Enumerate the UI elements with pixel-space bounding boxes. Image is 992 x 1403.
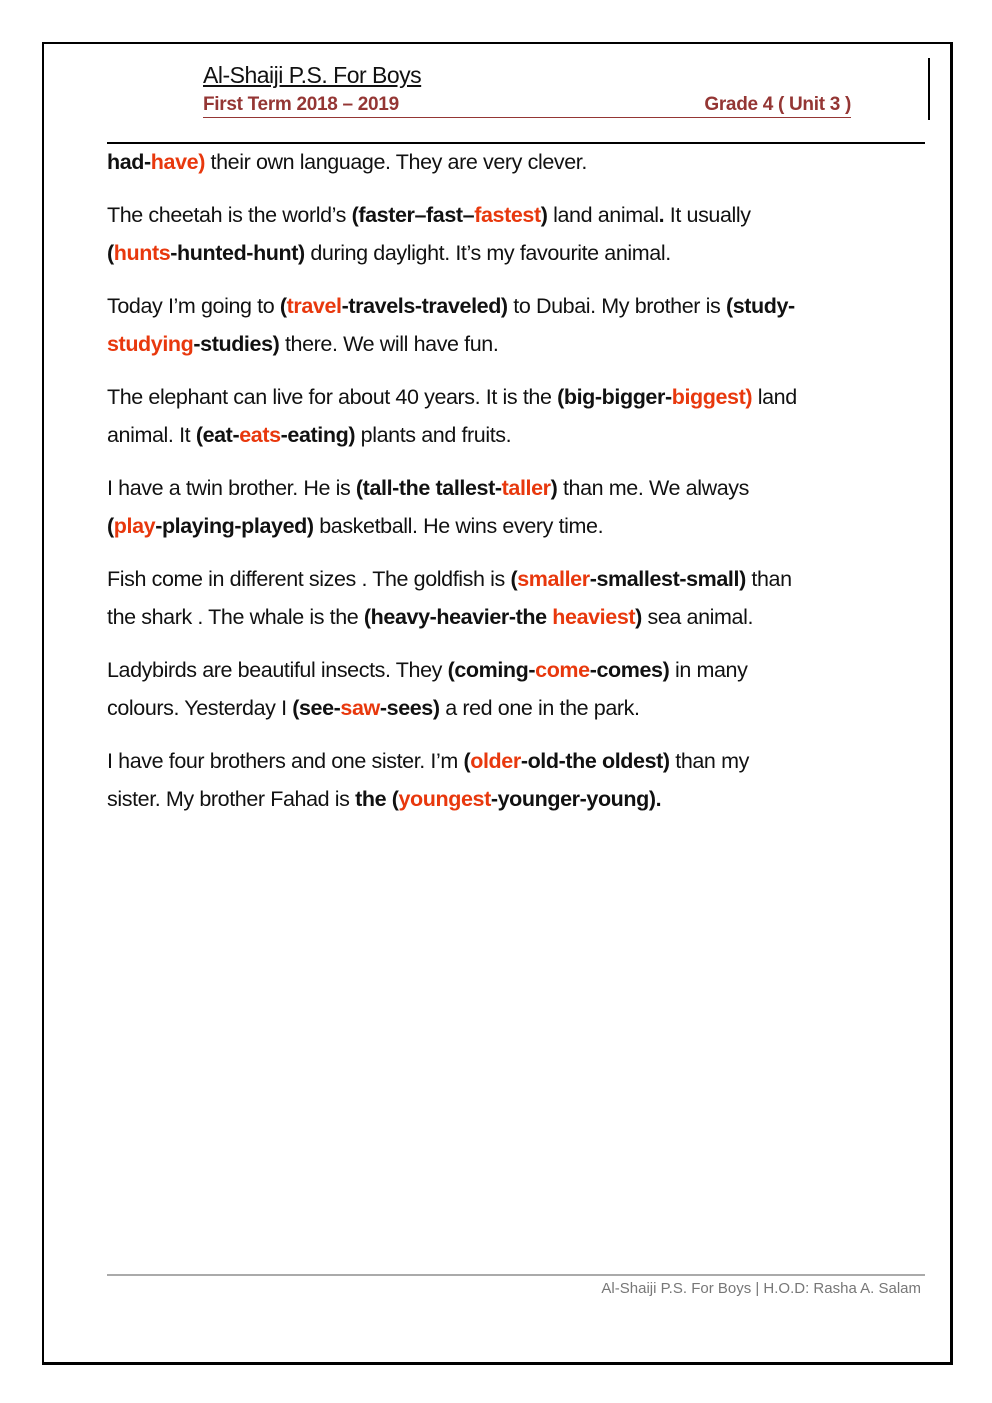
- choice-text: (big-bigger-: [557, 385, 672, 409]
- answer-text: fastest: [474, 203, 541, 227]
- text-line: [107, 325, 937, 363]
- sentence-text: Fish come in different sizes . The goldfish is: [107, 567, 511, 591]
- text-line: [107, 689, 937, 727]
- text-line: [107, 560, 937, 598]
- text-line: [107, 287, 937, 325]
- choice-text: -younger-young: [490, 787, 649, 811]
- text-line: [107, 196, 937, 234]
- choice-text: -old-the oldest): [520, 749, 670, 773]
- text-line: [107, 598, 937, 636]
- sentence-text: their own language. They are very clever.: [204, 150, 587, 174]
- sentence-text: the shark . The whale is the: [107, 605, 364, 629]
- choice-text: -playing-played): [155, 514, 314, 538]
- text-line: [107, 780, 937, 818]
- exercise-paragraph: [107, 651, 937, 727]
- text-line: [107, 143, 937, 181]
- text-line: [107, 469, 937, 507]
- choice-text: -studies): [193, 332, 280, 356]
- answer-text: eats: [239, 423, 281, 447]
- choice-text: -comes): [589, 658, 670, 682]
- answer-text: travel: [286, 294, 342, 318]
- sentence-text: basketball. He wins every time.: [313, 514, 604, 538]
- exercise-paragraph: [107, 378, 937, 454]
- choice-text: (: [279, 294, 287, 318]
- sentence-text: land: [752, 385, 797, 409]
- answer-text: play: [113, 514, 156, 538]
- choice-text: (faster–fast–: [351, 203, 475, 227]
- choice-text: (see-: [292, 696, 341, 720]
- sentence-text: I have a twin brother. He is: [107, 476, 356, 500]
- choice-text: (eat-: [195, 423, 240, 447]
- footer-divider: [107, 1274, 925, 1276]
- sentence-text: a red one in the park.: [439, 696, 640, 720]
- sentence-text: animal. It: [107, 423, 196, 447]
- answer-text: studying: [107, 332, 194, 356]
- choice-text: ): [635, 605, 642, 629]
- sentence-text: I have four brothers and one sister. I’m: [107, 749, 464, 773]
- header-vertical-rule: [928, 58, 930, 120]
- sentence-text: during daylight. It’s my favourite animal.: [304, 241, 671, 265]
- answer-text: smaller: [517, 567, 590, 591]
- choice-text: (study-: [725, 294, 795, 318]
- exercise-paragraph: [107, 287, 937, 363]
- exercise-paragraph: [107, 469, 937, 545]
- choice-text: ): [550, 476, 558, 500]
- sentence-text: The elephant can live for about 40 years. It is the: [107, 385, 558, 409]
- school-name: Al-Shaiji P.S. For Boys: [203, 62, 422, 88]
- exercise-paragraph: [107, 143, 937, 181]
- sentence-text: land animal: [547, 203, 659, 227]
- choice-text: (: [107, 241, 114, 265]
- sentence-text: sister. My brother Fahad is: [107, 787, 356, 811]
- text-line: [107, 651, 937, 689]
- choice-text: .: [658, 203, 665, 227]
- sentence-text: Today I’m going to: [107, 294, 280, 318]
- sentence-text: sea animal.: [641, 605, 754, 629]
- text-line: [107, 416, 937, 454]
- text-line: [107, 234, 937, 272]
- footer-text: Al-Shaiji P.S. For Boys | H.O.D: Rasha A. Salam: [601, 1280, 921, 1297]
- sentence-text: there. We will have fun.: [279, 332, 499, 356]
- text-line: [107, 378, 937, 416]
- sentence-text: It usually: [664, 203, 751, 227]
- choice-text: (: [510, 567, 518, 591]
- choice-text: -sees): [379, 696, 440, 720]
- sentence-text: The cheetah is the world’s: [107, 203, 352, 227]
- choice-text: ).: [648, 787, 662, 811]
- choice-text: -eating): [280, 423, 356, 447]
- exercise-paragraph: [107, 196, 937, 272]
- text-line: [107, 507, 937, 545]
- choice-text: -travels-traveled): [341, 294, 508, 318]
- choice-text: (: [463, 749, 471, 773]
- answer-text: biggest): [671, 385, 753, 409]
- answer-text: heaviest: [552, 605, 636, 629]
- answer-text: youngest: [398, 787, 491, 811]
- sentence-text: to Dubai. My brother is: [507, 294, 726, 318]
- term-label: First Term 2018 – 2019: [203, 94, 399, 115]
- term-line: [203, 94, 851, 118]
- answer-text: come: [535, 658, 590, 682]
- answer-text: taller: [501, 476, 551, 500]
- sentence-text: colours. Yesterday I: [107, 696, 293, 720]
- answer-text: have): [150, 150, 205, 174]
- choice-text: had-: [107, 150, 151, 174]
- choice-text: ): [540, 203, 548, 227]
- sentence-text: than my: [669, 749, 749, 773]
- sentence-text: in many: [669, 658, 748, 682]
- choice-text: -smallest-small): [589, 567, 746, 591]
- answer-text: hunts: [113, 241, 171, 265]
- sentence-text: than me. We always: [557, 476, 749, 500]
- choice-text: (: [107, 514, 114, 538]
- choice-text: (heavy-heavier-the: [363, 605, 553, 629]
- exercise-paragraph: [107, 742, 937, 818]
- answer-text: saw: [340, 696, 380, 720]
- grade-label: Grade 4 ( Unit 3 ): [704, 94, 851, 115]
- choice-text: -hunted-hunt): [170, 241, 305, 265]
- choice-text: (tall-the tallest-: [355, 476, 502, 500]
- choice-text: the (: [355, 787, 399, 811]
- sentence-text: than: [745, 567, 792, 591]
- exercise-paragraph: [107, 560, 937, 636]
- exercise-body: [107, 143, 937, 833]
- answer-text: older: [470, 749, 521, 773]
- text-line: [107, 742, 937, 780]
- sentence-text: plants and fruits.: [355, 423, 512, 447]
- choice-text: (coming-: [447, 658, 536, 682]
- sentence-text: Ladybirds are beautiful insects. They: [107, 658, 448, 682]
